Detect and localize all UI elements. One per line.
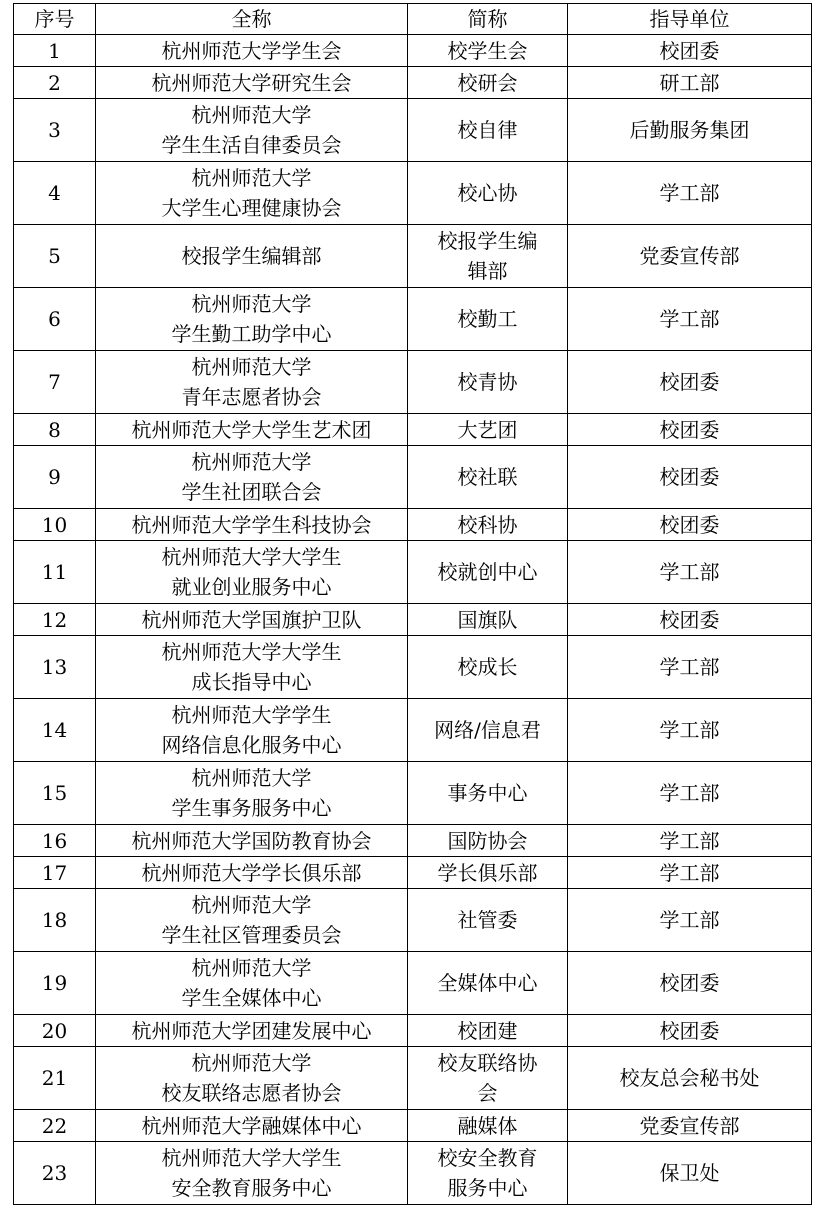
full-name-line: 学生生活自律委员会 bbox=[161, 133, 342, 157]
full-name-line: 杭州师范大学 bbox=[191, 766, 312, 790]
full-name-line: 杭州师范大学大学生艺术团 bbox=[131, 417, 372, 442]
cell-short-name bbox=[408, 351, 568, 414]
short-name-line: 校团建 bbox=[457, 1018, 518, 1043]
cell-full-name bbox=[96, 414, 408, 446]
cell-full-name bbox=[96, 857, 408, 889]
cell-full-name bbox=[96, 952, 408, 1015]
table-row bbox=[14, 288, 812, 351]
table-row bbox=[14, 604, 812, 636]
full-name-line: 学生全媒体中心 bbox=[181, 986, 322, 1010]
cell-guiding-unit: 学工部 bbox=[568, 699, 812, 762]
table-row bbox=[14, 99, 812, 162]
cell-full-name bbox=[96, 1047, 408, 1110]
cell-no: 4 bbox=[14, 162, 96, 225]
cell-guiding-unit: 校团委 bbox=[568, 35, 812, 67]
cell-guiding-unit: 学工部 bbox=[568, 762, 812, 825]
cell-guiding-unit: 学工部 bbox=[568, 541, 812, 604]
cell-no: 15 bbox=[14, 762, 96, 825]
cell-no: 5 bbox=[14, 225, 96, 288]
full-name-line: 杭州师范大学学生会 bbox=[161, 38, 342, 63]
cell-full-name bbox=[96, 699, 408, 762]
full-name-line: 杭州师范大学国旗护卫队 bbox=[141, 607, 362, 632]
short-name-line: 国防协会 bbox=[447, 828, 528, 853]
cell-short-name bbox=[408, 35, 568, 67]
cell-short-name bbox=[408, 541, 568, 604]
full-name-line: 杭州师范大学大学生 bbox=[161, 545, 342, 569]
table-row bbox=[14, 762, 812, 825]
cell-short-name bbox=[408, 604, 568, 636]
full-name-line: 青年志愿者协会 bbox=[181, 385, 322, 409]
cell-short-name bbox=[408, 857, 568, 889]
short-name-line: 学长俱乐部 bbox=[437, 860, 538, 885]
cell-guiding-unit: 研工部 bbox=[568, 67, 812, 99]
cell-no: 3 bbox=[14, 99, 96, 162]
full-name-line: 杭州师范大学国防教育协会 bbox=[131, 828, 372, 853]
table-row bbox=[14, 351, 812, 414]
full-name-line: 校报学生编辑部 bbox=[181, 244, 322, 268]
table-row bbox=[14, 225, 812, 288]
table-row bbox=[14, 509, 812, 541]
cell-no: 22 bbox=[14, 1110, 96, 1142]
cell-short-name bbox=[408, 636, 568, 699]
full-name-line: 杭州师范大学 bbox=[191, 956, 312, 980]
short-name-line: 校就创中心 bbox=[437, 560, 538, 584]
cell-short-name bbox=[408, 162, 568, 225]
cell-short-name bbox=[408, 1142, 568, 1205]
short-name-line: 校心协 bbox=[457, 181, 518, 205]
cell-guiding-unit: 学工部 bbox=[568, 857, 812, 889]
cell-full-name bbox=[96, 1015, 408, 1047]
cell-no: 20 bbox=[14, 1015, 96, 1047]
cell-short-name bbox=[408, 1110, 568, 1142]
cell-no: 2 bbox=[14, 67, 96, 99]
table-row bbox=[14, 825, 812, 857]
cell-no: 8 bbox=[14, 414, 96, 446]
cell-full-name bbox=[96, 67, 408, 99]
full-name-line: 杭州师范大学 bbox=[191, 450, 312, 474]
full-name-line: 杭州师范大学大学生 bbox=[161, 640, 342, 664]
cell-no: 18 bbox=[14, 889, 96, 952]
cell-short-name bbox=[408, 99, 568, 162]
short-name-line: 校科协 bbox=[457, 512, 518, 537]
table-row bbox=[14, 541, 812, 604]
short-name-line: 校安全教育 bbox=[437, 1146, 538, 1170]
table-row bbox=[14, 952, 812, 1015]
full-name-line: 学生勤工助学中心 bbox=[171, 322, 332, 346]
table-row bbox=[14, 699, 812, 762]
table-row bbox=[14, 35, 812, 67]
full-name-line: 杭州师范大学学生科技协会 bbox=[131, 512, 372, 537]
short-name-line: 校学生会 bbox=[447, 38, 528, 63]
short-name-line: 辑部 bbox=[467, 259, 508, 283]
full-name-line: 大学生心理健康协会 bbox=[161, 196, 342, 220]
cell-guiding-unit: 后勤服务集团 bbox=[568, 99, 812, 162]
cell-guiding-unit: 学工部 bbox=[568, 889, 812, 952]
cell-guiding-unit: 校团委 bbox=[568, 446, 812, 509]
cell-guiding-unit: 校团委 bbox=[568, 414, 812, 446]
full-name-line: 杭州师范大学学长俱乐部 bbox=[141, 860, 362, 885]
full-name-line: 学生社团联合会 bbox=[181, 480, 322, 504]
cell-guiding-unit: 学工部 bbox=[568, 288, 812, 351]
short-name-line: 全媒体中心 bbox=[437, 971, 538, 995]
cell-short-name bbox=[408, 952, 568, 1015]
full-name-line: 杭州师范大学 bbox=[191, 292, 312, 316]
cell-no: 6 bbox=[14, 288, 96, 351]
table-row bbox=[14, 1015, 812, 1047]
short-name-line: 校勤工 bbox=[457, 307, 518, 331]
cell-guiding-unit: 校友总会秘书处 bbox=[568, 1047, 812, 1110]
cell-no: 23 bbox=[14, 1142, 96, 1205]
short-name-line: 校青协 bbox=[457, 370, 518, 394]
cell-no: 17 bbox=[14, 857, 96, 889]
short-name-line: 社管委 bbox=[457, 908, 518, 932]
full-name-line: 杭州师范大学 bbox=[191, 893, 312, 917]
table-header-row bbox=[14, 4, 812, 35]
cell-short-name bbox=[408, 67, 568, 99]
cell-full-name bbox=[96, 825, 408, 857]
cell-short-name bbox=[408, 1047, 568, 1110]
cell-full-name bbox=[96, 99, 408, 162]
short-name-line: 校报学生编 bbox=[437, 229, 538, 253]
cell-short-name bbox=[408, 825, 568, 857]
cell-full-name bbox=[96, 35, 408, 67]
short-name-line: 校社联 bbox=[457, 465, 518, 489]
short-name-line: 网络/信息君 bbox=[434, 718, 541, 742]
cell-short-name bbox=[408, 699, 568, 762]
full-name-line: 杭州师范大学学生 bbox=[171, 703, 332, 727]
cell-full-name bbox=[96, 1142, 408, 1205]
full-name-line: 就业创业服务中心 bbox=[171, 575, 332, 599]
cell-no: 10 bbox=[14, 509, 96, 541]
cell-no: 12 bbox=[14, 604, 96, 636]
header-short-name: 简称 bbox=[408, 4, 568, 35]
short-name-line: 校成长 bbox=[457, 655, 518, 679]
header-guiding-unit: 指导单位 bbox=[568, 4, 812, 35]
short-name-line: 校研会 bbox=[457, 70, 518, 95]
cell-guiding-unit: 学工部 bbox=[568, 162, 812, 225]
full-name-line: 杭州师范大学大学生 bbox=[161, 1146, 342, 1170]
cell-no: 1 bbox=[14, 35, 96, 67]
table-row bbox=[14, 1110, 812, 1142]
cell-full-name bbox=[96, 541, 408, 604]
table-row bbox=[14, 414, 812, 446]
table-row bbox=[14, 857, 812, 889]
short-name-line: 会 bbox=[477, 1081, 498, 1105]
cell-full-name bbox=[96, 162, 408, 225]
cell-short-name bbox=[408, 414, 568, 446]
header-no: 序号 bbox=[14, 4, 96, 35]
table-row bbox=[14, 162, 812, 225]
cell-no: 7 bbox=[14, 351, 96, 414]
organizations-table bbox=[13, 3, 812, 1205]
cell-short-name bbox=[408, 225, 568, 288]
cell-full-name bbox=[96, 636, 408, 699]
cell-short-name bbox=[408, 762, 568, 825]
table-row bbox=[14, 889, 812, 952]
cell-short-name bbox=[408, 446, 568, 509]
cell-no: 21 bbox=[14, 1047, 96, 1110]
table-row bbox=[14, 636, 812, 699]
full-name-line: 杭州师范大学 bbox=[191, 1051, 312, 1075]
short-name-line: 大艺团 bbox=[457, 417, 518, 442]
cell-full-name bbox=[96, 509, 408, 541]
full-name-line: 学生社区管理委员会 bbox=[161, 923, 342, 947]
cell-guiding-unit: 学工部 bbox=[568, 825, 812, 857]
cell-full-name bbox=[96, 604, 408, 636]
cell-full-name bbox=[96, 889, 408, 952]
cell-no: 19 bbox=[14, 952, 96, 1015]
short-name-line: 校友联络协 bbox=[437, 1051, 538, 1075]
table-row bbox=[14, 67, 812, 99]
cell-no: 14 bbox=[14, 699, 96, 762]
cell-guiding-unit: 校团委 bbox=[568, 1015, 812, 1047]
cell-guiding-unit: 学工部 bbox=[568, 636, 812, 699]
table-row bbox=[14, 1142, 812, 1205]
full-name-line: 成长指导中心 bbox=[191, 670, 312, 694]
cell-full-name bbox=[96, 288, 408, 351]
cell-no: 16 bbox=[14, 825, 96, 857]
cell-full-name bbox=[96, 762, 408, 825]
cell-no: 13 bbox=[14, 636, 96, 699]
full-name-line: 安全教育服务中心 bbox=[171, 1176, 332, 1200]
full-name-line: 网络信息化服务中心 bbox=[161, 733, 342, 757]
short-name-line: 融媒体 bbox=[457, 1113, 518, 1138]
short-name-line: 国旗队 bbox=[457, 607, 518, 632]
cell-guiding-unit: 校团委 bbox=[568, 952, 812, 1015]
cell-full-name bbox=[96, 351, 408, 414]
cell-short-name bbox=[408, 1015, 568, 1047]
cell-guiding-unit: 保卫处 bbox=[568, 1142, 812, 1205]
table-row bbox=[14, 1047, 812, 1110]
cell-full-name bbox=[96, 1110, 408, 1142]
full-name-line: 杭州师范大学 bbox=[191, 355, 312, 379]
table-body bbox=[14, 35, 812, 1205]
cell-guiding-unit: 校团委 bbox=[568, 509, 812, 541]
full-name-line: 杭州师范大学研究生会 bbox=[151, 70, 352, 95]
cell-guiding-unit: 校团委 bbox=[568, 604, 812, 636]
short-name-line: 服务中心 bbox=[447, 1176, 528, 1200]
full-name-line: 学生事务服务中心 bbox=[171, 796, 332, 820]
cell-short-name bbox=[408, 288, 568, 351]
cell-short-name bbox=[408, 889, 568, 952]
cell-full-name bbox=[96, 446, 408, 509]
full-name-line: 校友联络志愿者协会 bbox=[161, 1081, 342, 1105]
table-row bbox=[14, 446, 812, 509]
cell-full-name bbox=[96, 225, 408, 288]
cell-guiding-unit: 党委宣传部 bbox=[568, 225, 812, 288]
cell-guiding-unit: 校团委 bbox=[568, 351, 812, 414]
header-full-name: 全称 bbox=[96, 4, 408, 35]
cell-short-name bbox=[408, 509, 568, 541]
cell-no: 9 bbox=[14, 446, 96, 509]
full-name-line: 杭州师范大学 bbox=[191, 166, 312, 190]
full-name-line: 杭州师范大学团建发展中心 bbox=[131, 1018, 372, 1043]
cell-no: 11 bbox=[14, 541, 96, 604]
cell-guiding-unit: 党委宣传部 bbox=[568, 1110, 812, 1142]
full-name-line: 杭州师范大学融媒体中心 bbox=[141, 1113, 362, 1138]
short-name-line: 事务中心 bbox=[447, 781, 528, 805]
full-name-line: 杭州师范大学 bbox=[191, 103, 312, 127]
short-name-line: 校自律 bbox=[457, 118, 518, 142]
